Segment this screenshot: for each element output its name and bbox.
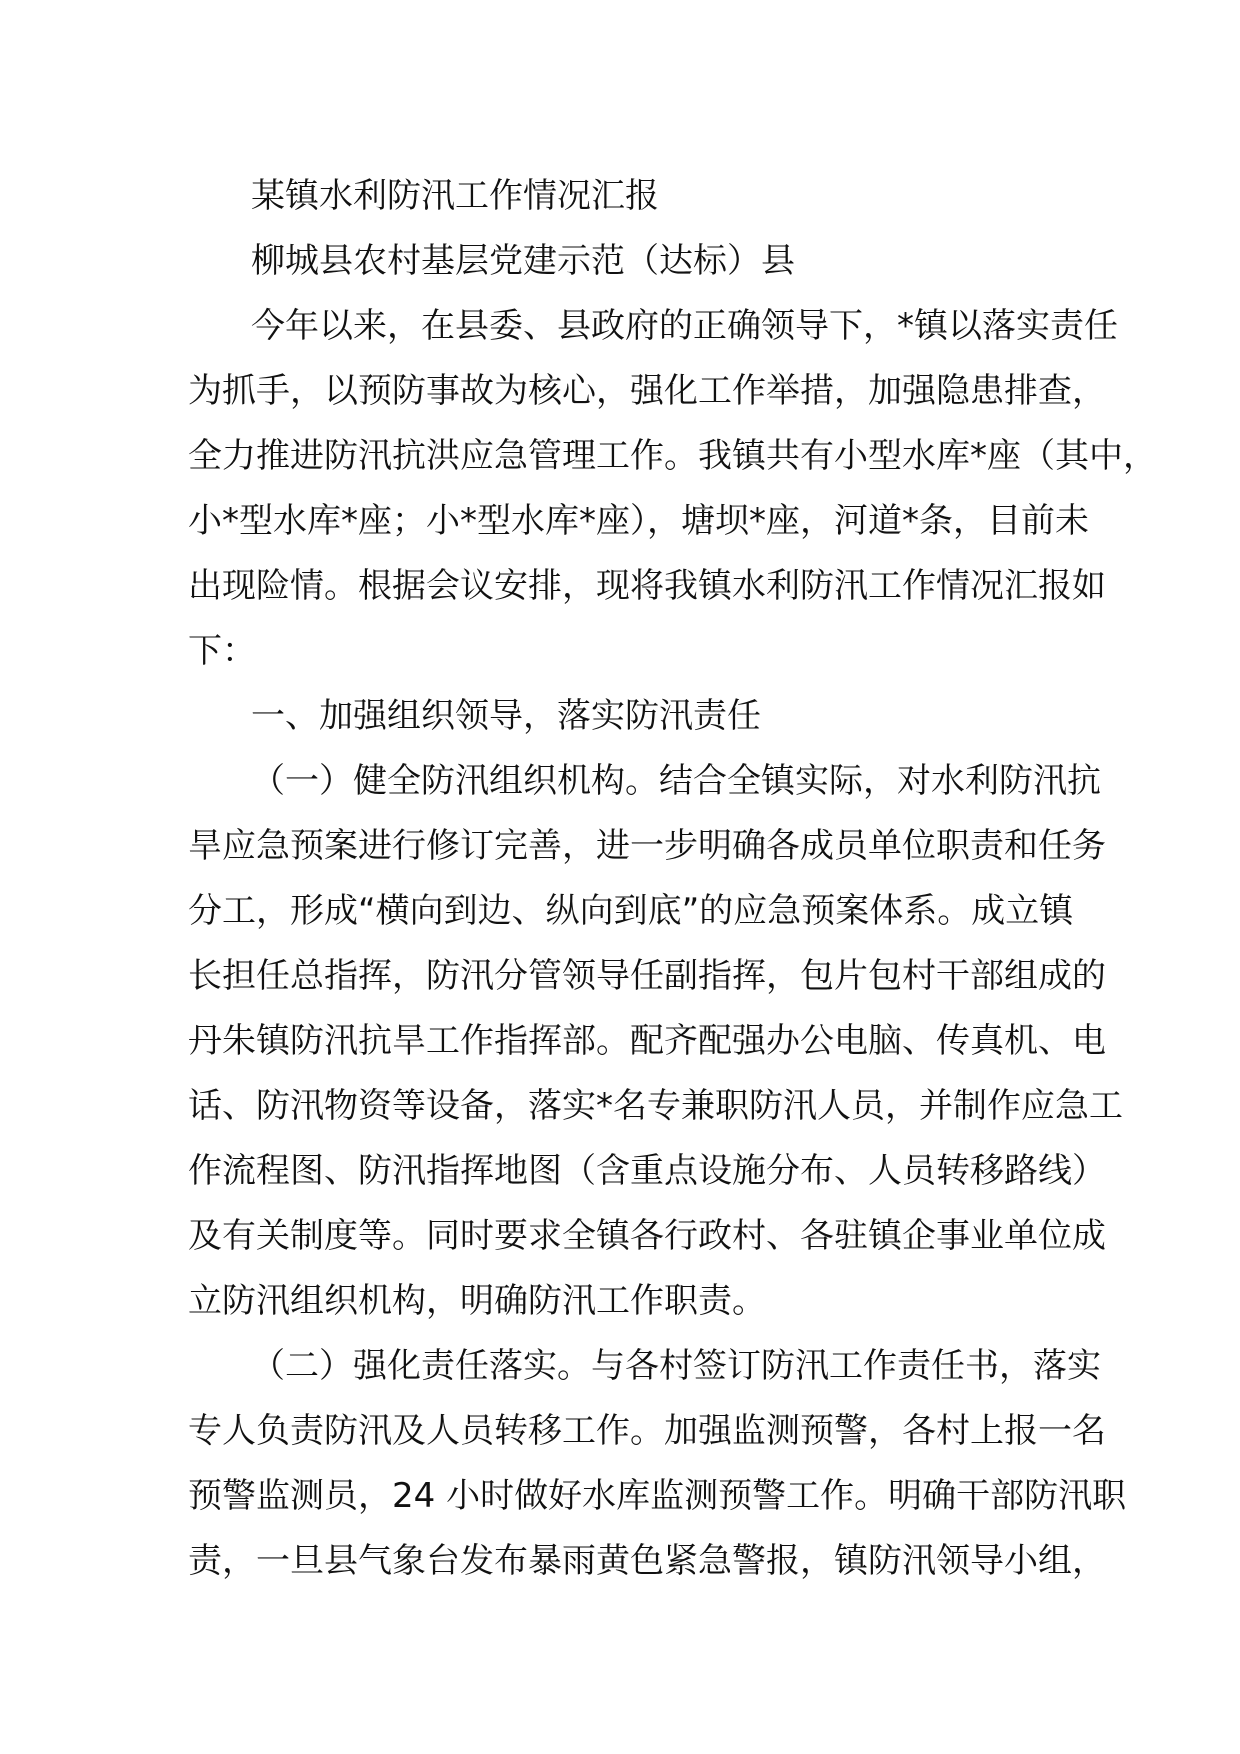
paragraph-line: 下：	[188, 631, 256, 671]
paragraph-line: 全力推进防汛抗洪应急管理工作。我镇共有小型水库*座（其中，	[188, 436, 1157, 476]
paragraph-line: 今年以来，在县委、县政府的正确领导下，*镇以落实责任	[251, 306, 1118, 346]
paragraph-line: 分工，形成“横向到边、纵向到底”的应急预案体系。成立镇	[188, 891, 1074, 931]
document-body	[188, 164, 1157, 1594]
section-heading: 一、加强组织领导，落实防汛责任	[251, 696, 761, 736]
paragraph-line: 旱应急预案进行修订完善，进一步明确各成员单位职责和任务	[188, 826, 1106, 866]
paragraph-line: （二）强化责任落实。与各村签订防汛工作责任书，落实	[251, 1346, 1101, 1386]
paragraph-line: 责，一旦县气象台发布暴雨黄色紧急警报，镇防汛领导小组，	[188, 1541, 1106, 1581]
paragraph-line: 长担任总指挥，防汛分管领导任副指挥，包片包村干部组成的	[188, 956, 1106, 996]
paragraph-line: （一）健全防汛组织机构。结合全镇实际，对水利防汛抗	[251, 761, 1101, 801]
paragraph-line: 作流程图、防汛指挥地图（含重点设施分布、人员转移路线）	[188, 1151, 1106, 1191]
subsection-1-paragraph	[188, 749, 1123, 1334]
paragraph-line: 为抓手，以预防事故为核心，强化工作举措，加强隐患排查，	[188, 371, 1106, 411]
document-subtitle: 柳城县农村基层党建示范（达标）县	[251, 241, 795, 281]
paragraph-line: 立防汛组织机构，明确防汛工作职责。	[188, 1281, 766, 1321]
paragraph-line: 小*型水库*座；小*型水库*座），塘坝*座，河道*条，目前未	[188, 501, 1089, 541]
paragraph-line: 及有关制度等。同时要求全镇各行政村、各驻镇企事业单位成	[188, 1216, 1106, 1256]
intro-paragraph	[188, 294, 1157, 684]
subsection-2-paragraph	[188, 1334, 1127, 1594]
paragraph-line: 丹朱镇防汛抗旱工作指挥部。配齐配强办公电脑、传真机、电	[188, 1021, 1106, 1061]
paragraph-line: 专人负责防汛及人员转移工作。加强监测预警，各村上报一名	[188, 1411, 1106, 1451]
paragraph-line: 出现险情。根据会议安排，现将我镇水利防汛工作情况汇报如	[188, 566, 1106, 606]
document-title: 某镇水利防汛工作情况汇报	[251, 176, 659, 216]
paragraph-line: 预警监测员，24 小时做好水库监测预警工作。明确干部防汛职	[188, 1476, 1127, 1516]
paragraph-line: 话、防汛物资等设备，落实*名专兼职防汛人员，并制作应急工	[188, 1086, 1123, 1126]
